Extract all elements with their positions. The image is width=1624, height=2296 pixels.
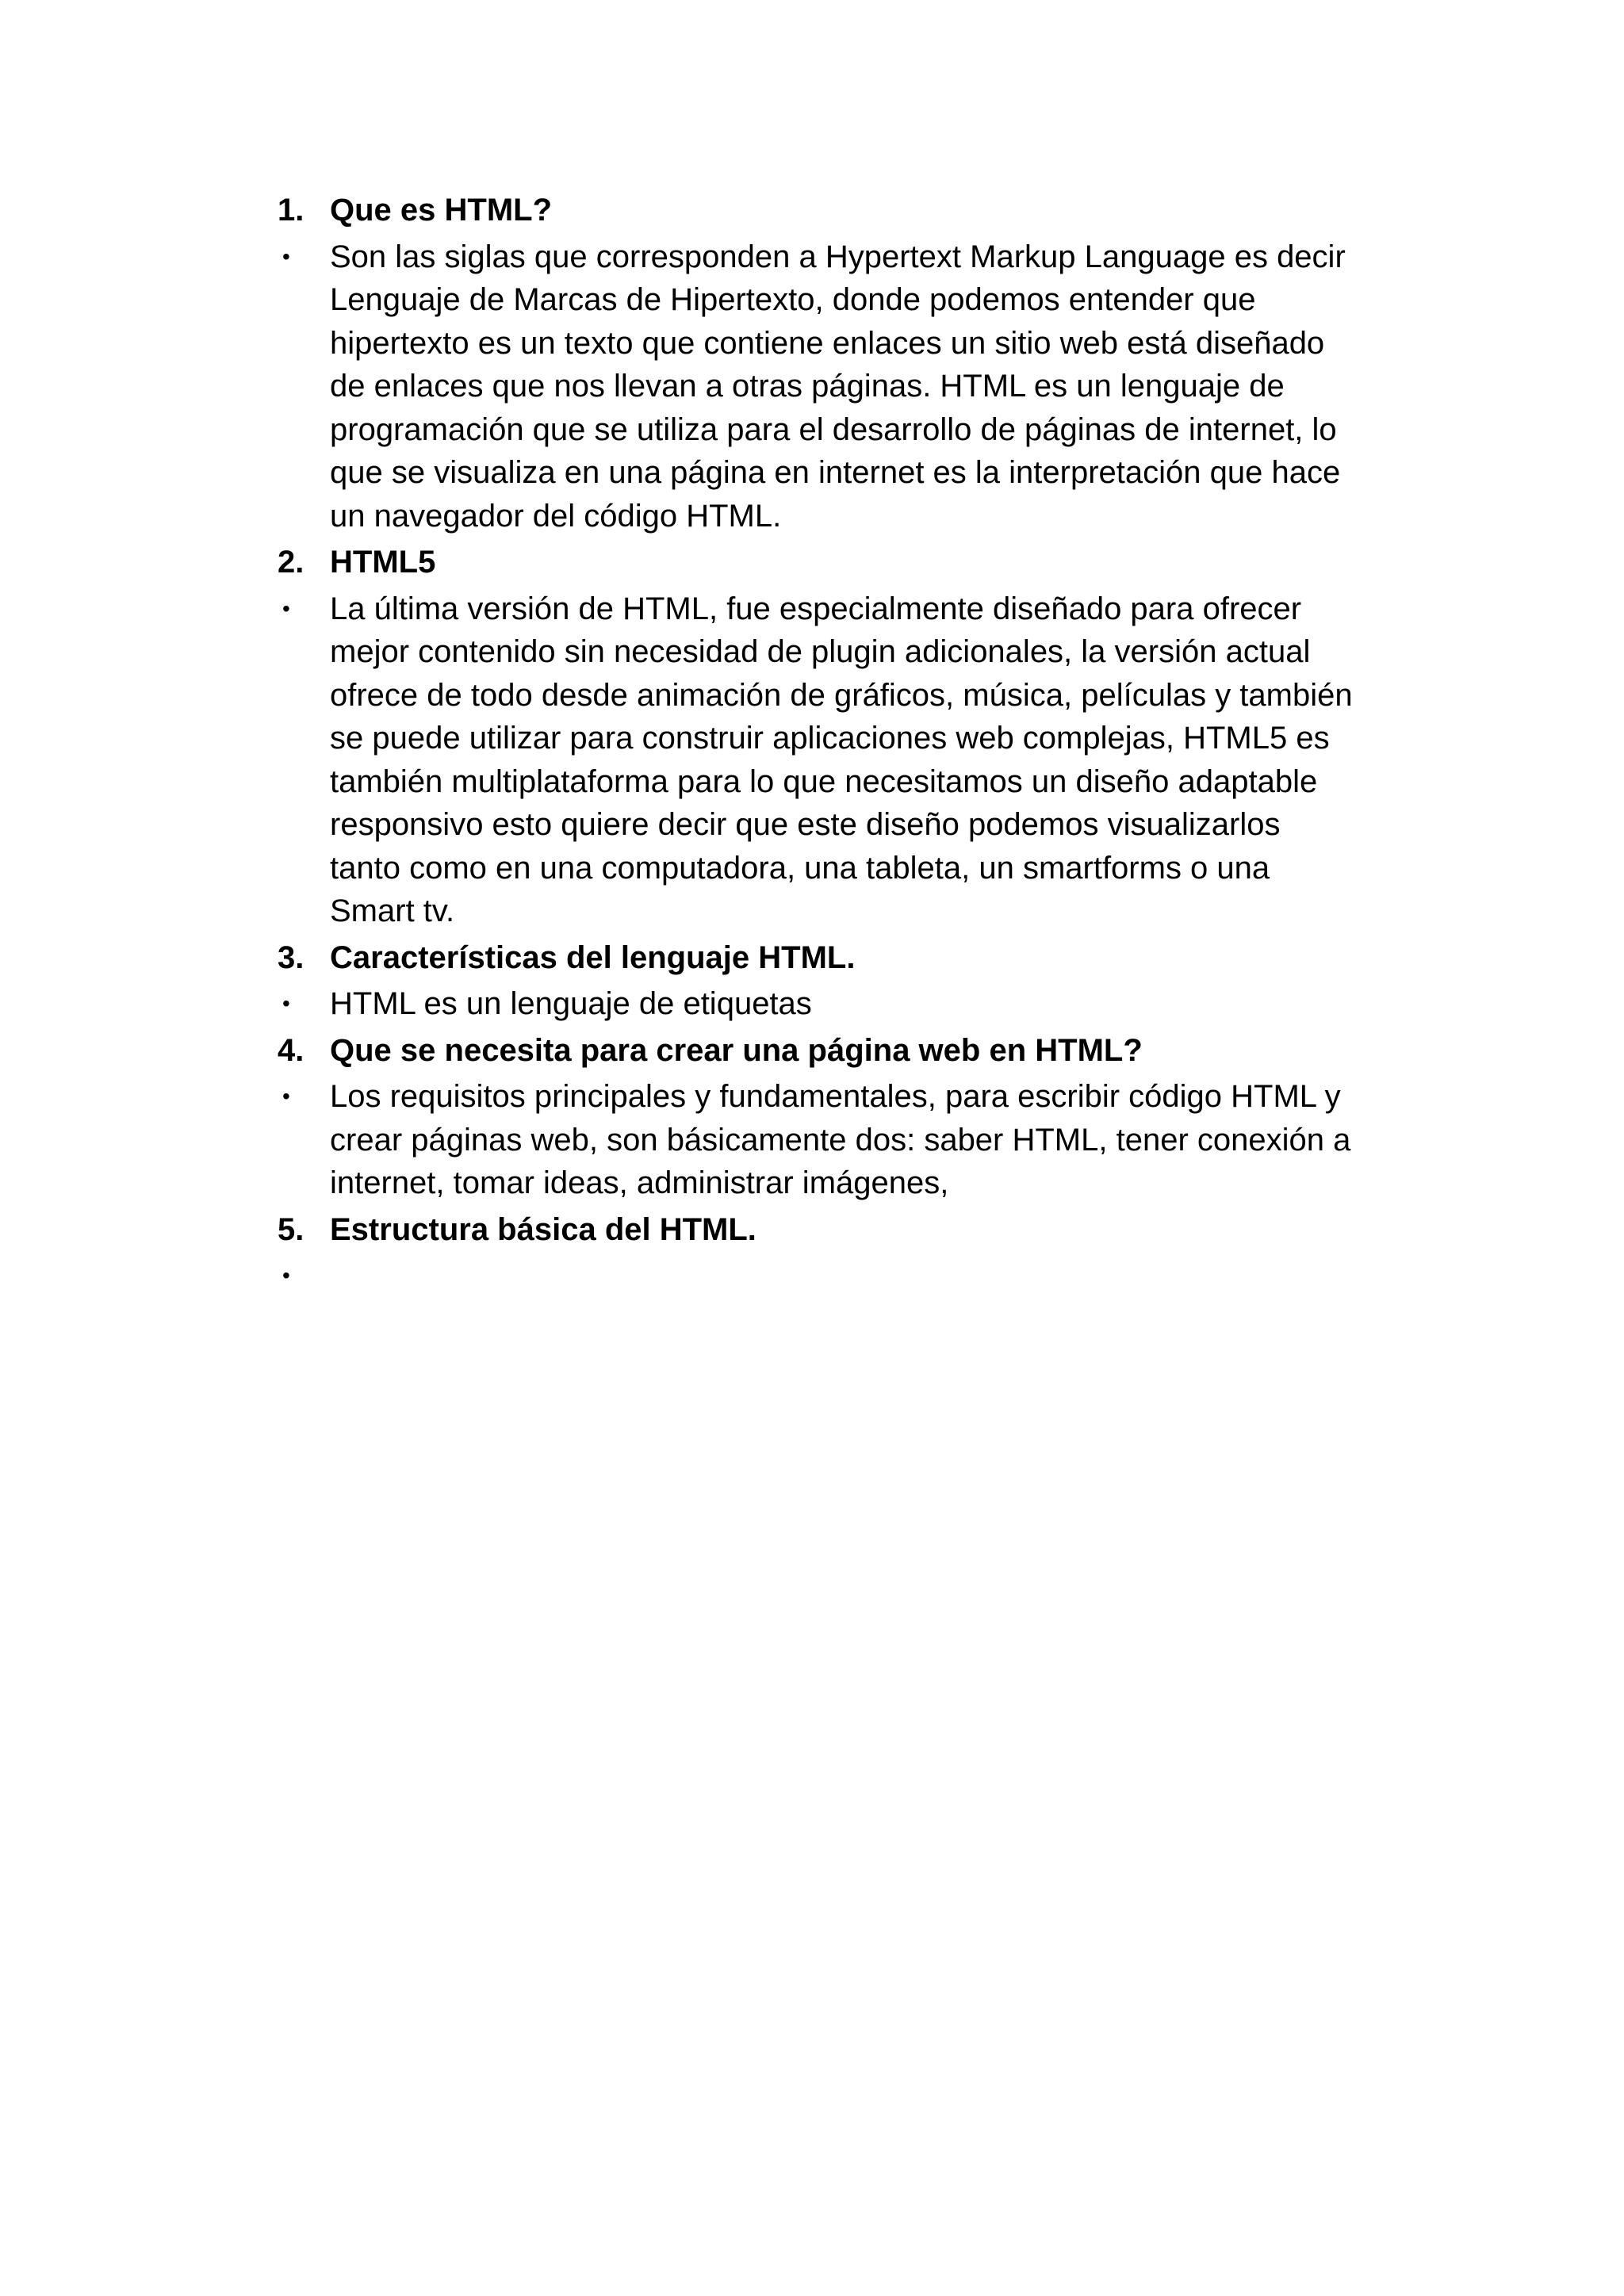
bullet-line: un navegador del código HTML. xyxy=(330,498,782,534)
bullet-line: tanto como en una computadora, una tableta, un smartforms o una xyxy=(330,850,1270,886)
bullet-icon: • xyxy=(282,1263,290,1288)
bullet-line: Los requisitos principales y fundamentales, para escribir código HTML y xyxy=(330,1079,1341,1114)
bullet-icon: • xyxy=(282,243,290,269)
section-heading-1 xyxy=(278,189,1404,232)
section-heading-4 xyxy=(278,1029,1404,1073)
section-number: 2. xyxy=(278,545,304,580)
bullet-line: mejor contenido sin necesidad de plugin adicionales, la versión actual xyxy=(330,634,1311,669)
bullet-icon: • xyxy=(282,1084,290,1108)
bullet-item-3 xyxy=(278,982,1404,1026)
bullet-item-1 xyxy=(278,235,1404,538)
section-number: 3. xyxy=(278,939,304,975)
section-heading-3 xyxy=(278,936,1404,980)
bullet-line: ofrece de todo desde animación de gráficos, música, películas y también xyxy=(330,677,1353,713)
bullet-line: crear páginas web, son básicamente dos: saber HTML, tener conexión a xyxy=(330,1122,1351,1158)
section-number: 1. xyxy=(278,193,304,228)
bullet-line: Lenguaje de Marcas de Hipertexto, donde podemos entender que xyxy=(330,282,1256,317)
bullet-line: Smart tv. xyxy=(330,894,455,928)
section-title: Características del lenguaje HTML. xyxy=(330,939,856,975)
bullet-line: La última versión de HTML, fue especialmente diseñado para ofrecer xyxy=(330,591,1302,626)
bullet-line: HTML es un lenguaje de etiquetas xyxy=(330,986,812,1021)
bullet-icon: • xyxy=(282,991,290,1016)
section-title: HTML5 xyxy=(330,545,436,580)
bullet-line: que se visualiza en una página en internet es la interpretación que hace xyxy=(330,455,1341,490)
bullet-line: internet, tomar ideas, administrar imágenes, xyxy=(330,1165,949,1200)
bullet-line: responsivo esto quiere decir que este diseño podemos visualizarlos xyxy=(330,807,1281,842)
section-title: Estructura básica del HTML. xyxy=(330,1211,756,1247)
section-heading-2 xyxy=(278,541,1404,584)
bullet-line: también multiplataforma para lo que necesitamos un diseño adaptable xyxy=(330,763,1318,799)
bullet-line: programación que se utiliza para el desarrollo de páginas de internet, lo xyxy=(330,411,1337,447)
bullet-line: se puede utilizar para construir aplicaciones web complejas, HTML5 es xyxy=(330,721,1330,756)
bullet-line: Son las siglas que corresponden a Hypertext Markup Language es decir xyxy=(330,239,1346,274)
document-body xyxy=(278,189,1404,1301)
section-number: 5. xyxy=(278,1211,304,1247)
section-number: 4. xyxy=(278,1032,304,1068)
section-title: Que se necesita para crear una página web en HTML? xyxy=(330,1032,1143,1068)
bullet-item-2 xyxy=(278,587,1404,933)
bullet-item-4 xyxy=(278,1075,1404,1205)
bullet-icon: • xyxy=(282,595,290,621)
bullet-line: hipertexto es un texto que contiene enlaces un sitio web está diseñado xyxy=(330,325,1325,361)
bullet-item-5 xyxy=(278,1254,1404,1298)
section-heading-5 xyxy=(278,1208,1404,1252)
bullet-line xyxy=(330,1254,1404,1298)
section-title: Que es HTML? xyxy=(330,193,553,228)
bullet-line: de enlaces que nos llevan a otras páginas. HTML es un lenguaje de xyxy=(330,369,1285,404)
